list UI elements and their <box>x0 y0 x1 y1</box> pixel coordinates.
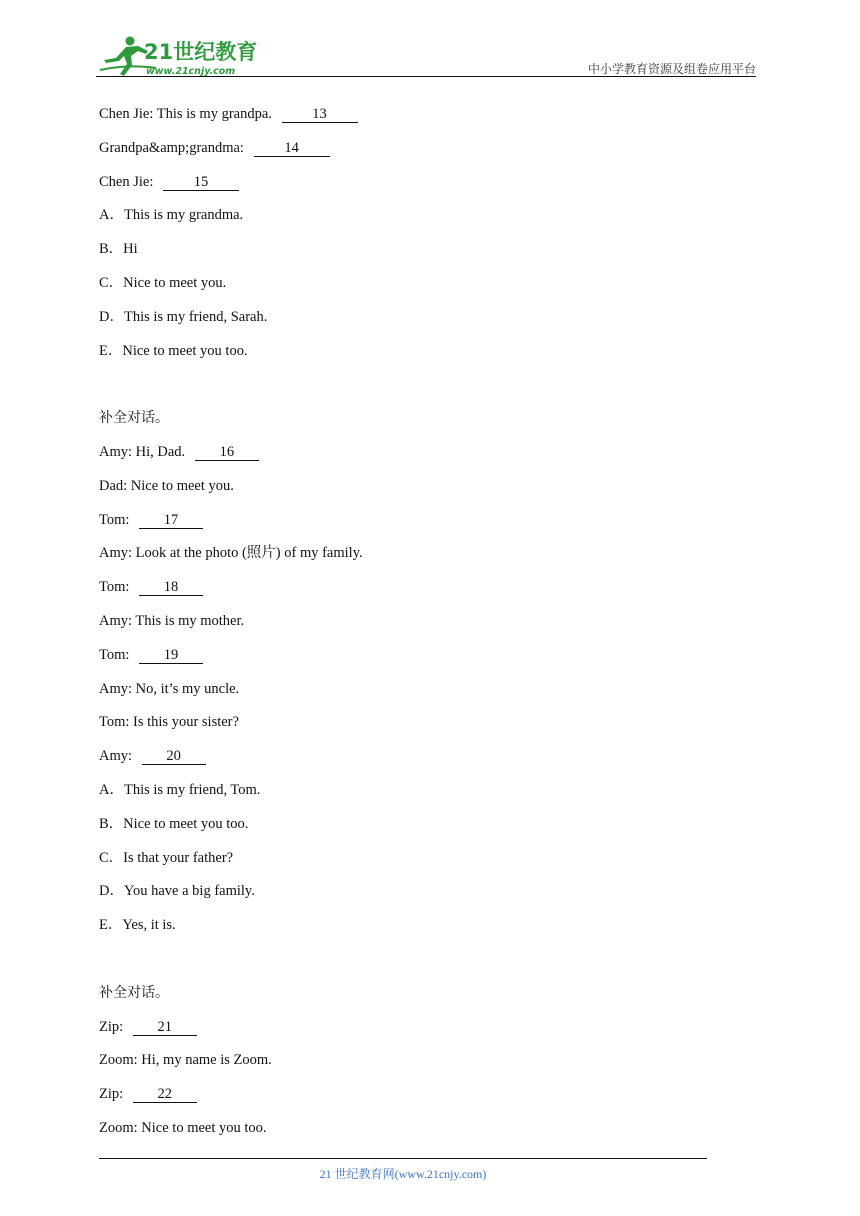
answer-blank: 13 <box>282 106 358 123</box>
dialogue-line: Chen Jie: This is my grandpa. 13 <box>99 104 739 124</box>
option-b: B．Hi <box>99 241 138 258</box>
option-d: D．You have a big family. <box>99 883 255 900</box>
dialogue-line: Tom: Is this your sister? <box>99 714 239 731</box>
dialogue-line: Zoom: Nice to meet you too. <box>99 1119 267 1136</box>
answer-blank: 18 <box>139 579 203 596</box>
svg-text:www.21cnjy.com: www.21cnjy.com <box>146 66 236 77</box>
footer-divider <box>99 1158 707 1159</box>
option-e: E．Nice to meet you too. <box>99 342 248 359</box>
answer-blank: 19 <box>139 647 203 664</box>
dialogue-line: Amy: 20 <box>99 746 739 766</box>
dialogue-line: Amy: Look at the photo (照片) of my family. <box>99 545 363 562</box>
dialogue-line: Tom: 17 <box>99 510 739 530</box>
option-c: C．Nice to meet you. <box>99 274 227 291</box>
answer-blank: 14 <box>254 140 330 157</box>
logo-21cnjy-icon <box>96 34 266 78</box>
answer-blank: 22 <box>133 1086 197 1103</box>
footer-link[interactable]: 21 世纪教育网(www.21cnjy.com) <box>319 1167 487 1181</box>
document-body <box>99 104 739 1152</box>
section-title: 补全对话。 <box>99 410 169 427</box>
section-title: 补全对话。 <box>99 984 169 1001</box>
answer-blank: 20 <box>142 748 206 765</box>
option-b: B．Nice to meet you too. <box>99 815 249 832</box>
dialogue-line: Tom: 19 <box>99 645 739 665</box>
page-header <box>0 0 860 80</box>
dialogue-line: Zip: 21 <box>99 1017 739 1037</box>
dialogue-line: Dad: Nice to meet you. <box>99 477 234 494</box>
option-e: E．Yes, it is. <box>99 917 176 934</box>
answer-blank: 15 <box>163 174 239 191</box>
answer-blank: 21 <box>133 1019 197 1036</box>
dialogue-line: Amy: This is my mother. <box>99 612 245 629</box>
answer-blank: 17 <box>139 512 203 529</box>
option-a: A．This is my friend, Tom. <box>99 781 261 798</box>
svg-text:21世纪教育: 21世纪教育 <box>144 40 258 64</box>
option-a: A．This is my grandma. <box>99 207 244 224</box>
dialogue-line: Zoom: Hi, my name is Zoom. <box>99 1052 272 1069</box>
dialogue-line: Grandpa&amp;grandma: 14 <box>99 138 739 158</box>
header-divider <box>96 76 756 77</box>
platform-name: 中小学教育资源及组卷应用平台 <box>587 62 756 76</box>
dialogue-line: Tom: 18 <box>99 577 739 597</box>
dialogue-line: Amy: No, it’s my uncle. <box>99 680 240 697</box>
answer-blank: 16 <box>195 444 259 461</box>
option-c: C．Is that your father? <box>99 849 234 866</box>
option-d: D．This is my friend, Sarah. <box>99 308 268 325</box>
dialogue-line: Zip: 22 <box>99 1084 739 1104</box>
dialogue-line: Amy: Hi, Dad. 16 <box>99 442 739 462</box>
dialogue-line: Chen Jie: 15 <box>99 172 739 192</box>
